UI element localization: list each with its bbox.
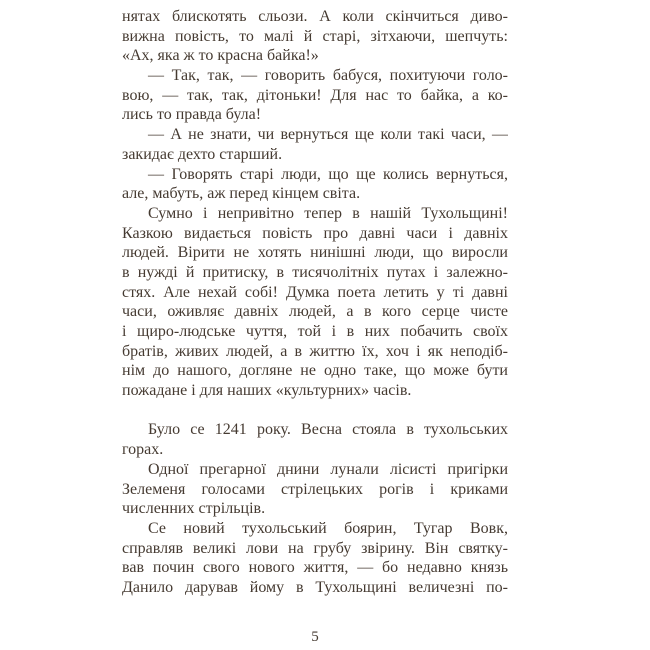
text-line: закидає дехто старший. bbox=[122, 145, 283, 163]
text-line: справляв великі лови на грубу звірину. Він святку- bbox=[122, 539, 508, 557]
page-number: 5 bbox=[311, 629, 319, 645]
paragraph bbox=[122, 7, 508, 66]
paragraph bbox=[122, 519, 508, 598]
text-line: Одної прегарної днини лунали лісисті пригірки bbox=[148, 460, 508, 478]
text-line: нім до нашого, догляне не одно таке, що може бути bbox=[122, 362, 508, 380]
paragraph bbox=[122, 66, 508, 125]
text-line: Зелеменя голосами стрілецьких рогів і криками bbox=[122, 480, 508, 498]
text-line: часи, оживляє давніх людей, а в кого серце чисте bbox=[122, 303, 508, 321]
text-line: Сумно і непривітно тепер в нашій Тухольщині! bbox=[148, 204, 508, 222]
text-line: горах. bbox=[122, 441, 164, 459]
paragraph bbox=[122, 125, 508, 164]
text-line: вою, — так, так, дітоньки! Для нас то байка, а ко- bbox=[122, 86, 508, 104]
text-column bbox=[122, 7, 508, 598]
text-line: і щиро-людське чуття, той і в них побачить своїх bbox=[122, 323, 508, 340]
paragraph bbox=[122, 460, 508, 519]
text-line: вав почин свого нового життя, — бо недавно князь bbox=[122, 559, 508, 577]
text-line: Се новий тухольський боярин, Тугар Вовк, bbox=[148, 519, 508, 537]
text-line: пожадане і для наших «культурних» часів. bbox=[122, 382, 412, 400]
text-line: нятах блискотять сльози. А коли скінчиться диво- bbox=[122, 8, 508, 25]
text-line: — Так, так, — говорить бабуся, похитуючи голо- bbox=[148, 67, 508, 85]
paragraph bbox=[122, 165, 508, 204]
paragraph bbox=[122, 420, 508, 459]
section-break bbox=[122, 401, 508, 421]
text-line: в нужді й притиску, в тисячолітніх путах і залежно- bbox=[122, 263, 508, 281]
text-line: Казкою видається повість про давні часи і давніх bbox=[122, 224, 508, 242]
text-line: людей. Вірити не хотять нинішні люди, що виросли bbox=[122, 244, 508, 262]
text-line: «Ах, яка ж то красна байка!» bbox=[122, 47, 319, 65]
text-line: вижна повість, то малі й старі, зітхаючи, шепчуть: bbox=[122, 27, 508, 45]
text-line: але, мабуть, аж перед кінцем світа. bbox=[122, 185, 361, 203]
text-line: братів, живих людей, а в життю їх, хоч і як неподіб- bbox=[122, 342, 508, 360]
text-line: Було се 1241 року. Весна стояла в тухольських bbox=[148, 421, 508, 439]
text-line: — Говорять старі люди, що ще колись вернуться, bbox=[148, 165, 508, 183]
paragraph bbox=[122, 204, 508, 401]
text-line: численних стрільців. bbox=[122, 500, 266, 518]
text-line: — А не знати, чи вернуться ще коли такі часи, — bbox=[148, 126, 508, 144]
text-line: Данило дарував йому в Тухольщині величезні по- bbox=[122, 578, 508, 596]
text-line: стях. Але нехай собі! Думка поета летить у ті давні bbox=[122, 283, 508, 301]
text-line: лись то правда була! bbox=[122, 106, 262, 124]
